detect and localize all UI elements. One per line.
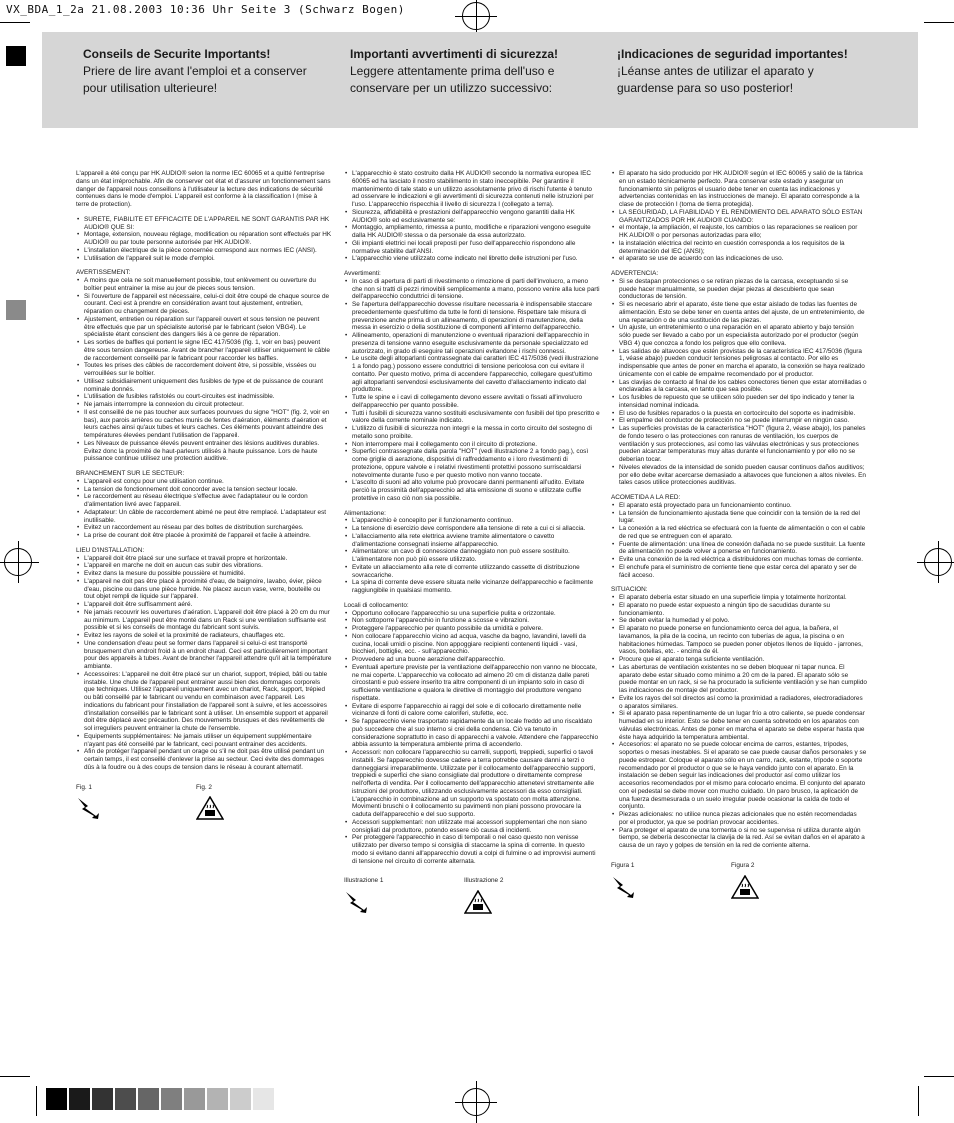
list-item: • La prise de courant doit être placée à proximité de l'appareil et facile à atteindre. xyxy=(76,532,332,540)
fig2-label-es: Figura 2 xyxy=(731,861,755,869)
list-item: • Sicurezza, affidabilità e prestazioni dell'apparecchio vengono garantiti dalla HK AUDIO® solo ed esclusivamente se: xyxy=(344,209,600,225)
list-item: • Les Niveaux de puissance élevés peuvent entrainer des lésions auditives durables. Evitez donc la proximité de haut-parleurs utilisés à haute puissance. Lors de haute puissance continue utilisez une protection auditive. xyxy=(76,440,332,463)
crop-mark xyxy=(918,1086,919,1116)
list-item: • La tensión de funcionamiento ajustada tiene que coincidir con la tensión de la red del lugar. xyxy=(611,510,867,526)
list-item: • Los fusibles de repuesto que se utilicen sólo pueden ser del tipo indicado y tener la intensidad nominal indicada. xyxy=(611,394,867,410)
list-item: • Utilisez subsidiairement uniquement des fusibles de type et de puissance de courant nominale donnés. xyxy=(76,378,332,394)
list-item: • Il est conseillé de ne pas toucher aux surfaces pourvues du signe "HOT" (fig. 2, voir en bas), aux parois arrières ou caches munis de fentes d'aération, éléments d'aération et leurs caches ainsi qu'aux tubes et leurs caches. Ces éléments pouvant atteindre des températures élevées pendant l'utilisation de l'appareil. xyxy=(76,409,332,440)
list-item: • la instalación eléctrica del recinto en cuestión corresponda a los requisitos de la determinación del IEC (ANSI); xyxy=(611,240,867,256)
figures-it xyxy=(344,872,600,917)
heading-fr-branchement: BRANCHEMENT SUR LE SECTEUR: xyxy=(76,470,185,477)
list-item: • Proteggere l'apparecchio per quanto possibile da umidità e polvere. xyxy=(344,625,600,633)
list-item: • Evitez les rayons de soleil et la proximité de radiateurs, chauffages etc. xyxy=(76,632,332,640)
list-fr-1 xyxy=(76,216,332,263)
list-item: • Allineamento, operazioni di manutenzione o eventuali riparazioni dell'apparecchio in presenza di tensione vanno eseguite esclusivamente da personale specializzato ed autorizzato, in grado di eseguire tali operazioni evitandone i rischi connessi. xyxy=(344,332,600,355)
header-fr xyxy=(83,46,333,97)
list-it-1 xyxy=(344,170,600,263)
print-slug: VX_BDA_1_2a 21.08.2003 10:36 Uhr Seite 3 (Schwarz Bogen) xyxy=(6,3,405,16)
hot-surface-icon xyxy=(464,890,492,914)
lightning-icon xyxy=(76,796,102,820)
list-item: • El aparato está proyectado para un funcionamiento continuo. xyxy=(611,502,867,510)
list-item: • Piezas adicionales: no utilice nunca piezas adicionales que no estén recomendadas por el productor, ya que se podrían provocar accidentes. xyxy=(611,811,867,827)
list-item: • Las aberturas de ventilación existentes no se deben bloquear ni tapar nunca. El aparato debe estar situado como mínimo a 20 cm de la pared. El aparato sólo se puede montar en un rack, si se ha procurado la suficiente ventilación y se han cumplido las indicaciones de montaje del productor. xyxy=(611,664,867,695)
list-item: • Afin de protéger l'appareil pendant un orage ou s'il ne doit pas être utilisé pendant un certain temps, il est conseillé d'enlever la prise au secteur. Ceci évite des dommages dûs à la foudre ou à des coups de tension dans le réseau à courant alternatif. xyxy=(76,748,332,771)
column-fr xyxy=(76,170,332,823)
heading-fr-lieu: LIEU D'INSTALLATION: xyxy=(76,546,145,554)
list-item: • La conexión a la red eléctrica se efectuará con la fuente de alimentación o con el cable de red que se entreguen con el aparato. xyxy=(611,525,867,541)
list-item: • Gli impianti elettrici nei locali preposti per l'uso dell'apparecchio rispondono alle normative stabilite dall'ANSI. xyxy=(344,240,600,256)
list-item: • La tension de fonctionnement doit concorder avec la tension secteur locale. xyxy=(76,486,332,494)
list-item: • Opportuno collocare l'apparecchio su una superficie pulita e orizzontale. xyxy=(344,610,600,618)
list-item: • L'appareil doit être placé sur une surface et travail propre et horizontale. xyxy=(76,555,332,563)
color-swatch xyxy=(230,1088,251,1110)
list-item: • LA SEGURIDAD, LA FIABILIDAD Y EL RENDIMIENTO DEL APARATO SÓLO ESTAN GARANTIZADOS POR HK AUDIO® CUANDO: xyxy=(611,209,867,225)
list-item: • L'appareil est conçu pour une utilisation continue. xyxy=(76,478,332,486)
list-item: • In caso di apertura di parti di rivestimento o rimozione di parti dell'involucro, a meno che non si tratti di pezzi rimovibili semplicemente a mano, possono venire alla luce parti dell'apparecchio conduttrici di tensione. xyxy=(344,278,600,301)
list-fr-4 xyxy=(76,555,332,772)
intro-fr: L'appareil a été conçu par HK AUDIO® selon la norme IEC 60065 et a quitté l'entreprise dans un état irréprochable. Afin de conserver cet état et d'assurer un fonctionnement sans danger de l'appareil nous conseillons à l'utilisateur la lecture des indications de sécurité contenues dans le mode d'emploi. L'appareil est conforme à la classification I (mise à terre de protection). xyxy=(76,170,331,208)
list-item: • Si se destapan protecciones o se retiran piezas de la carcasa, exceptuando si se puede hacer manualmente, se pueden dejar piezas al descubierto que sean conductoras de tensión. xyxy=(611,278,867,301)
heading-fr-avertissement: AVERTISSEMENT: xyxy=(76,269,131,277)
list-item: • Alimentatore: un cavo di connessione danneggiato non può essere sostituito. L'alimentatore non può più essere utilizzato. xyxy=(344,548,600,564)
list-item: • Montage, extension, nouveau réglage, modification ou réparation sont effectués par HK AUDIO® ou par toute personne autorisée par HK AUDIO®. xyxy=(76,231,332,247)
list-item: • Adaptateur: Un câble de raccordement abimé ne peut être remplacé. L'adaptateur est inutilisable. xyxy=(76,509,332,525)
lightning-icon xyxy=(344,890,370,914)
list-item: • Si es necesario abrir el aparato, éste tiene que estar aislado de todas las fuentes de alimentación. Esto se debe tener en cuenta antes del ajuste, de un entretenimiento, de una reparación o de una sustitución de las piezas. xyxy=(611,301,867,324)
list-item: • el montaje, la ampliación, el reajuste, los cambios o las reparaciones se realicen por HK AUDIO® o por personas autorizadas para ello; xyxy=(611,224,867,240)
list-it-2 xyxy=(344,278,600,503)
list-item: • L'apparecchio viene utilizzato come indicato nel libretto delle istruzioni per l'uso. xyxy=(344,255,600,263)
list-item: • El aparato ha sido producido por HK AUDIO® según el IEC 60065 y salió de la fábrica en un estado técnicamente perfecto. Para conservar este estado y asegurar un funcionamiento sin peligros el usuario debe tener en cuenta las indicaciones y advertencias contenidas en las instrucciones de manejo. El aparato corresponde a la clase de protección I (toma de tierra protegida). xyxy=(611,170,867,209)
list-item: • Toutes les prises des câbles de raccordement doivent être, si possible, vissées ou verrouillées sur le boîtier. xyxy=(76,362,332,378)
column-es xyxy=(611,170,867,901)
list-it-4 xyxy=(344,610,600,866)
gray-square-mark xyxy=(6,300,26,320)
color-swatch xyxy=(92,1088,113,1110)
list-es-4 xyxy=(611,594,867,850)
color-swatch xyxy=(207,1088,228,1110)
list-item: • Accessoires: L'appareil ne doit être placé sur un chariot, support, trépied, bâti ou table instable. Une chute de l'appareil peut entrainer aussi bien des dommages corporels que techniques. Utilisez l'appareil uniquement avec un chariot, Rack, support, trépied ou bâti conseillé par le fabricant ou vendu en combinaison avec l'appareil. Les indications du fabricant pour l'installation de l'appareil sont à suivre, et les accessoires d'installation conseillés par le fabricant sont à utiliser. Un ensemble support et appareil doit être déplacé avec précaution. Des mouvements brusques et des revêtements de sol irreguliers peuvent entrainer la chute de l'ensemble. xyxy=(76,671,332,733)
registration-mark xyxy=(4,548,32,576)
list-item: • Ajustement, entretien ou réparation sur l'appareil ouvert et sous tension ne peuvent être effectués que par un spécialiste autorisé par le fabricant (selon VBG4). Le spécialiste étant conscient des dangers liés à ce genre de réparation. xyxy=(76,316,332,339)
title-fr: Conseils de Securite Importants! xyxy=(83,47,271,61)
heading-it-locali: Locali di collocamento: xyxy=(344,601,409,609)
list-item: • Ne jamais recouvrir les ouvertures d'aération. L'appareil doit être placé à 20 cm du mur au minimum. L'appareil peut être monté dans un Rack si une ventilation suffisante est possible et si les conseils de montage du fabricant sont suivis. xyxy=(76,609,332,632)
list-item: • Fuente de alimentación: una línea de conexión dañada no se puede sustituir. La fuente de alimentación no puede volver a ponerse en funcionamiento. xyxy=(611,541,867,557)
list-item: • Non interrompere mai il collegamento con il circuito di protezione. xyxy=(344,441,600,449)
list-item: • El uso de fusibles reparados o la puesta en cortocircuito del soporte es inadmisible. xyxy=(611,410,867,418)
list-item: • Equipements supplémentaires: Ne jamais utiliser un équipement supplémentaire n'ayant pas été conseillé par le fabricant, ceci pouvant entrainer des accidents. xyxy=(76,733,332,749)
list-item: • Non sottoporre l'apparecchio in funzione a scosse e vibrazioni. xyxy=(344,617,600,625)
list-item: • Accessori supplementari: non utilizzate mai accessori supplementari che non siano consigliati dal produttore, potendo essere ciò causa di incidenti. xyxy=(344,819,600,835)
column-it xyxy=(344,170,600,917)
list-it-3 xyxy=(344,517,600,595)
heading-es-acometida: ACOMETIDA A LA RED: xyxy=(611,494,681,501)
list-item: • Accessori: non collocare l'apparecchio su carrelli, supporti, treppiedi, superfici o tavoli instabili. Se l'apparecchio dovesse cadere a terra potrebbe causare danni a terzi o danneggiarsi irreparabilmente. Utilizzate per il collocamento dell'apparecchio supporti, treppiedi e superfici che siano consigliate dal produttore o direttamente comprese nell'offerta di vendita. Per il collocamento dell'apparecchio attenetevi strettamente alle istruzioni del produttore, utilizzando esclusivamente accessori da esso consigliati. L'apparecchio in combinazione ad un supporto va spostato con molta attenzione. Movimenti bruschi o il collocamento su pavimenti non piani possono provocare la caduta dell'apparecchio e del suo supporto. xyxy=(344,749,600,819)
color-swatch xyxy=(161,1088,182,1110)
list-item: • SURETE, FIABILITE ET EFFICACITE DE L'APPAREIL NE SONT GARANTIS PAR HK AUDIO® QUE SI: xyxy=(76,216,332,232)
list-item: • L'appareil ne doit pas être placé à proximité d'eau, de baignoire, lavabo, évier, pièce d'eau, piscine ou dans une pièce humide. Ne placez aucun vase, verre, bouteille ou tout objet rempli de liquide sur l'appareil. xyxy=(76,578,332,601)
list-item: • Eventuali aperture previste per la ventilazione dell'apparecchio non vanno ne bloccate, ne mai coperte. L'apparecchio va collocato ad almeno 20 cm di distanza dalle pareti circostanti e può essere inserito tra altre componenti di un impianto solo in caso di sufficiente ventilazione e qualora le direttive di montaggio del produttore vengano rispettate. xyxy=(344,664,600,703)
list-fr-2 xyxy=(76,277,332,463)
color-swatch xyxy=(69,1088,90,1110)
crop-mark xyxy=(924,1076,954,1077)
heading-it-alimentazione: Alimentazione: xyxy=(344,509,386,517)
list-item: • L'utilizzo di fusibili di sicurezza non integri e la messa in corto circuito del sostegno di metallo sono proibite. xyxy=(344,425,600,441)
list-item: • Evitate un allacciamento alla rete di corrente utilizzando cassette di distribuzione sovraccariche. xyxy=(344,564,600,580)
list-item: • Las clavijas de contacto al final de los cables conectores tienen que estar atornilladas o enclavadas a la carcasa, en tanto que sea posible. xyxy=(611,379,867,395)
list-item: • Le raccordement au réseau électrique s'effectue avec l'adaptateur ou le cordon d'alimentation livré avec l'appareil. xyxy=(76,493,332,509)
list-item: • Superfici contrassegnate dalla parola "HOT" (vedi illustrazione 2 a fondo pag.), così come griglie di aerazione, dispositivi di raffreddamento e i loro rivestimenti di protezione, oppure valvole e i relativi rivestimenti protettivi possono surriscaldarsi notevolmente durante l'uso e per questo motivo non vanno toccate. xyxy=(344,448,600,479)
list-item: • L'appareil en marche ne doit en aucun cas subir des vibrations. xyxy=(76,562,332,570)
list-item: • Montaggio, ampliamento, rimessa a punto, modifiche e riparazioni vengono eseguite dalla HK AUDIO® stessa o da personale da essa autorizzato. xyxy=(344,224,600,240)
list-item: • Ne jamais interrompre la connexion du circuit protecteur. xyxy=(76,401,332,409)
figures-fr xyxy=(76,779,332,824)
list-es-2 xyxy=(611,278,867,487)
fig1-label-it: Illustrazione 1 xyxy=(344,877,384,885)
list-item: • La tensione di esercizio deve corrispondere alla tensione di rete a cui ci si allaccia. xyxy=(344,525,600,533)
registration-mark xyxy=(462,2,490,30)
list-item: • Un ajuste, un entretenimiento o una reparación en el aparato abierto y bajo tensión sólo puede ser llevado a cabo por un especialista autorizado por el productor (según VBG 4) que conozca a fondo los peligros que ello conlleva. xyxy=(611,324,867,347)
list-item: • Si el aparato pasa repentinamente de un lugar frío a otro caliente, se puede condensar humedad en su interior. Esto se debe tener en cuenta sobretodo en los aparatos con válvulas electrónicas. Antes de poner en marcha el aparato se debe esperar hasta que éste haya adquirido la temperatura ambiental. xyxy=(611,710,867,741)
color-swatch xyxy=(46,1088,67,1110)
registration-mark xyxy=(924,548,952,576)
list-item: • Non collocare l'apparecchio vicino ad acqua, vasche da bagno, lavandini, lavelli da cucina, locali umidi o piscine. Non appoggiare recipienti contenenti liquidi - vasi, bicchieri, bottiglie, ecc. - sull'apparecchio. xyxy=(344,633,600,656)
list-item: • L'utilisation de fusibles rafistolés ou court-circuites est inadmissible. xyxy=(76,393,332,401)
list-item: • El aparato no puede ponerse en funcionamiento cerca del agua, la bañera, el lavamanos, la pila de la cocina, un recinto con tuberías de agua, la piscina o en habitaciones húmedas. Tampoco se pueden poner objetos llenos de líquido - jarrones, vasos, botellas, etc. - encima de él. xyxy=(611,625,867,656)
list-item: • Provvedere ad una buone aerazione dell'apparecchio. xyxy=(344,656,600,664)
list-item: • Las salidas de altavoces que estén provistas de la característica IEC 417/5036 (figura 1, véase abajo) pueden conducir tensiones peligrosas al contacto. Por ello es indispensable que antes de poner en marcha el aparato, la conexión se haya realizado únicamente con el cable de empalme recomendado por el productor. xyxy=(611,348,867,379)
list-item: • Si l'ouverture de l'appareil est nécessaire, celui-ci doit être coupé de chaque source de courant. Ceci est à prendre en considération avant tout ajustement, entretien, réparation ou changement de pieces. xyxy=(76,293,332,316)
fig2-label-it: Illustrazione 2 xyxy=(464,877,504,885)
crop-mark xyxy=(0,1076,30,1077)
title-es: ¡Indicaciones de seguridad importantes! xyxy=(617,47,848,61)
list-item: • A moins que cela ne soit manuellement possible, tout enlèvement ou ouverture du boîtier peut entrainer la mise au jour de pieces sous tension. xyxy=(76,277,332,293)
title-it: Importanti avvertimenti di sicurezza! xyxy=(350,47,559,61)
lightning-icon xyxy=(611,875,637,899)
list-item: • El aparato no puede estar expuesto a ningún tipo de sacudidas durante su funcionamiento. xyxy=(611,602,867,618)
list-item: • Niveles elevados de la intensidad de sonido pueden causar continuos daños auditivos; por ello debe evitar acercarse demasiado a altavoces que funcionen a altos niveles. En tales casos utilice protecciones auditivas. xyxy=(611,464,867,487)
list-item: • El aparato debería estar situado en una superficie limpia y totalmente horizontal. xyxy=(611,594,867,602)
hot-surface-icon xyxy=(196,796,224,820)
list-es-1 xyxy=(611,170,867,263)
list-item: • El enchufe para el suministro de corriente tiene que estar cerca del aparato y ser de fácil acceso. xyxy=(611,564,867,580)
registration-mark xyxy=(462,1088,490,1116)
color-swatch xyxy=(253,1088,274,1110)
list-item: • L'allacciamento alla rete elettrica avviene tramite alimentatore o cavetto d'alimentazione consegnati insieme all'apparecchio. xyxy=(344,533,600,549)
heading-es-advertencia: ADVERTENCIA: xyxy=(611,270,659,277)
list-item: • Se l'apparecchio viene trasportato rapidamente da un locale freddo ad uno riscaldato può succedere che al suo interno si crei della condensa. Ciò va tenuto in considerazione soprattutto in caso di apparecchi a valvole. Attendere che l'apparecchio abbia assunto la temperatura ambiente prima di accenderlo. xyxy=(344,718,600,749)
fig1-label-fr: Fig. 1 xyxy=(76,783,92,791)
header-it xyxy=(350,46,600,97)
list-item: • Accesorios: el aparato no se puede colocar encima de carros, estantes, trípodes, soportes o mesas inestables. Si el aparato se cae puede causar daños personales y se puede estropear. Coloque el aparato sólo en un carro, rack, estante, trípode o soporte recomendado por el productor o que se le haya vendido junto con el aparato. En la instalación se deben seguir las indicaciones del productor así como utilizar los accesorios recomendados por el mismo para colocarlo encima. El conjunto del aparato con el pedestal se debe mover con mucho cuidado. Un paro brusco, la aplicación de una fuerza desmesurada o un suelo irregular puede ocasionar la caída de todo el conjunto. xyxy=(611,741,867,811)
list-item: • Tutti i fusibili di sicurezza vanno sostituiti esclusivamente con fusibili del tipo prescritto e valore della corrente nominale indicato. xyxy=(344,410,600,426)
list-item: • Une condensation d'eau peut se former dans l'appareil si celui-ci est transporté brusquement d'un endroit froid à un endroit chaud. Ceci est particulièrement important pour des appareils à tubes. Avant de brancher l'appareil attendre qu'il ait la température ambiante. xyxy=(76,640,332,671)
heading-es-situacion: SITUACION: xyxy=(611,586,648,594)
list-item: • Procure que el aparato tenga suficiente ventilación. xyxy=(611,656,867,664)
list-item: • Se deben evitar la humedad y el polvo. xyxy=(611,617,867,625)
fig1-label-es: Figura 1 xyxy=(611,861,635,869)
list-item: • El empalme del conductor de protección no se puede interrumpir en ningún caso. xyxy=(611,417,867,425)
list-item: • Evite una conexión de la red eléctrica a distribuidores con muchas tomas de corriente. xyxy=(611,556,867,564)
subtitle-fr: Priere de lire avant l'emploi et a conserver pour utilisation ulterieure! xyxy=(83,64,307,95)
black-square-mark xyxy=(6,46,26,66)
color-swatch xyxy=(138,1088,159,1110)
list-item: • Per proteggere l'apparecchio in caso di temporali o nel caso questo non venisse utilizzato per diverso tempo si consiglia di staccarne la spina di corrente. In questo modo si evitano danni all'apparecchio dovuti a colpi di fulmine o ad improvvisi aumenti di tensione nel circuito di corrente alternata. xyxy=(344,834,600,865)
heading-it-avvertimenti: Avvertimenti: xyxy=(344,270,381,277)
list-es-3 xyxy=(611,502,867,580)
list-item: • L'apparecchio è concepito per il funzionamento continuo. xyxy=(344,517,600,525)
list-item: • Se l'apertura dell'apparecchio dovesse risultare necessaria è indispensabile staccare precedentemente quest'ultimo da tutte le fonti di tensione. Rispettare tale misura di prevenzione anche prima di un allineamento, di operazioni di manutenzione, della messa in esercizio o della sostituzione di componenti all'interno dell'apparecchio. xyxy=(344,301,600,332)
list-item: • La spina di corrente deve essere situata nelle vicinanze dell'apparecchio e facilmente raggiungibile in qualsiasi momento. xyxy=(344,579,600,595)
subtitle-es: ¡Léanse antes de utilizar el aparato y guardense para so uso posterior! xyxy=(617,64,814,95)
figures-es xyxy=(611,857,867,902)
list-item: • Evite los rayos del sol directos así como la proximidad a radiadores, electroradiadores o aparatos similares. xyxy=(611,695,867,711)
list-item: • Les sorties de baffles qui portent le signe IEC 417/5036 (fig. 1, voir en bas) peuvent être sous tension dangereuse. Avant de brancher l'appareil utiliser uniquement le câble de raccordement conseillé par le fabricant pour raccorder les baffles. xyxy=(76,339,332,362)
header-es xyxy=(617,46,867,97)
crop-mark xyxy=(0,22,30,23)
list-item: • Tutte le spine e i cavi di collegamento devono essere avvitati o fissati all'involucro dell'apparecchio per quanto possibile. xyxy=(344,394,600,410)
list-item: • L'utilisation de l'appareil suit le mode d'emploi. xyxy=(76,255,332,263)
list-fr-3 xyxy=(76,478,332,540)
list-item: • Para proteger el aparato de una tormenta o si no se supervisa ni utiliza durante algún tiempo, se debería desconectar la clavija de la red. Así se evitan daños en el aparato a causa de un rayo y golpes de tensión en la red de corriente alterna. xyxy=(611,827,867,850)
subtitle-it: Leggere attentamente prima dell'uso e conservare per un utilizzo successivo: xyxy=(350,64,555,95)
list-item: • Evitez un raccordement au réseau par des boltes de distribution surchargées. xyxy=(76,524,332,532)
list-item: • L'apparecchio è stato costruito dalla HK AUDIO® secondo la normativa europea IEC 60065 ed ha lasciato il nostro stabilimento in stato ineccepibile. Per garantire il mantenimento di tale stato e un utilizzo assolutamente privo di rischi l'utente è tenuto ad osservare le indicazioni e gli avvertimenti di sicurezza contenuti nelle istruzioni per l'uso. L'apparecchio rispecchia il livello di sicurezza I (collegato a terra). xyxy=(344,170,600,209)
hot-surface-icon xyxy=(731,875,759,899)
list-item: • Las superficies provistas de la característica "HOT" (figura 2, véase abajo), los paneles de fondo tesero o las protecciones con ranuras de ventilación, los cuerpos de ventilación y sus protecciones, así como las válvulas electrónicas y sus protecciones pueden alcanzar temperaturas muy altas durante el funcionamiento y por ello no se deberían tocar. xyxy=(611,425,867,464)
crop-mark xyxy=(36,1086,37,1116)
list-item: • L'appareil doit être suffisamment aéré. xyxy=(76,601,332,609)
crop-mark xyxy=(924,22,954,23)
fig2-label-fr: Fig. 2 xyxy=(196,783,212,791)
list-item: • el aparato se use de acuerdo con las indicaciones de uso. xyxy=(611,255,867,263)
list-item: • Evitez dans la mesure du possible poussière et humidité. xyxy=(76,570,332,578)
list-item: • L'ascolto di suoni ad alto volume può provocare danni permanenti all'udito. Evitate perciò la prossimità dell'apparecchio ad alta emissione di suono e utilizzate cuffie protettive in caso ciò non sia possibile. xyxy=(344,479,600,502)
color-swatch xyxy=(184,1088,205,1110)
color-swatch xyxy=(115,1088,136,1110)
list-item: • L'installation électrique de la pièce concernée correspond aux normes IEC (ANSI). xyxy=(76,247,332,255)
list-item: • Evitare di esporre l'apparecchio ai raggi del sole e di collocarlo direttamente nelle vicinanze di fonti di calore come caloriferi, stufette, ecc. xyxy=(344,703,600,719)
list-item: • Le uscite degli altoparlanti contrassegnate dai caratteri IEC 417/5036 (vedi illustrazione 1 a fondo pag.) possono essere conduttrici di tensione pericolosa con cui evitare il contatto. Per questo motivo, prima di accendere l'apparecchio, collegare quest'ultimo agli altoparlanti servendosi esclusivamente del cavetto d'allacciamento indicato dal produttore. xyxy=(344,355,600,394)
